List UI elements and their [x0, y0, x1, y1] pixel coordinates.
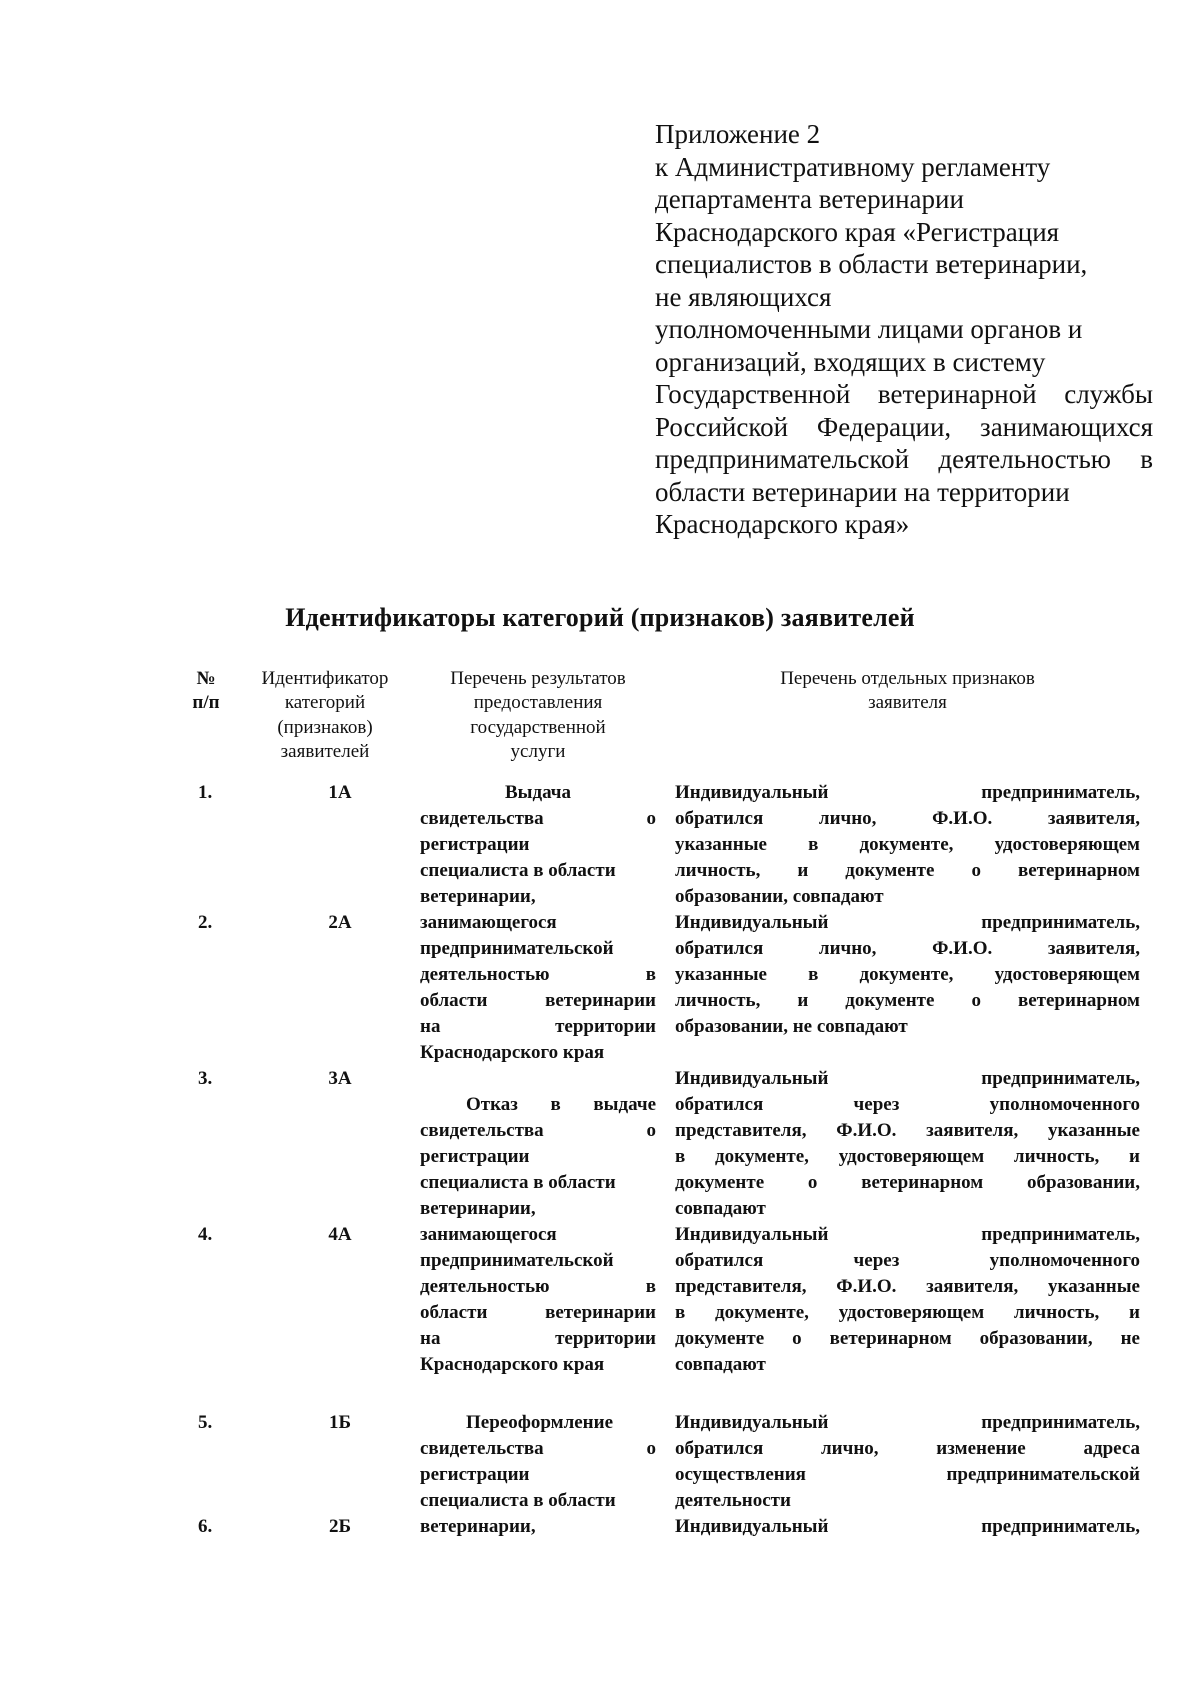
result-line: области ветеринарии [420, 990, 656, 1011]
result-line: Переоформление [466, 1412, 613, 1433]
row-number: 3. [198, 1068, 213, 1089]
features-line: личность, и документе о ветеринарном [675, 990, 1140, 1011]
row-number: 2. [198, 912, 213, 933]
annex-line: не являющихся [655, 281, 832, 312]
features-line: указанные в документе, удостоверяющем [675, 834, 1140, 855]
features-line: Индивидуальный предприниматель, [675, 782, 1140, 803]
result-line: занимающегося [420, 912, 557, 933]
result-line: ветеринарии, [420, 886, 536, 907]
applicant-features [675, 1410, 1140, 1514]
features-line: обратился лично, Ф.И.О. заявителя, [675, 938, 1140, 959]
result-line: Краснодарского края [420, 1354, 605, 1375]
annex-line: к Административному регламенту [655, 151, 1051, 182]
result-line: области ветеринарии [420, 1302, 656, 1323]
features-line: обратился лично, Ф.И.О. заявителя, [675, 808, 1140, 829]
applicant-features [675, 1222, 1140, 1378]
row-number: 5. [198, 1412, 213, 1433]
features-line: образовании, совпадают [675, 886, 884, 907]
result-line: ветеринарии, [420, 1198, 536, 1219]
result-line: регистрации [420, 1146, 530, 1167]
result-line: Выдача [504, 782, 572, 803]
result-line: свидетельства о [420, 1438, 656, 1459]
result-line: Краснодарского края [420, 1042, 605, 1063]
applicant-features [675, 780, 1140, 910]
annex-line: уполномоченными лицами органов и [655, 314, 1083, 344]
result-line: на территории [420, 1016, 656, 1037]
header-identifier-line: Идентификатор [261, 668, 389, 689]
features-line: осуществления предпринимательской [675, 1464, 1140, 1485]
header-identifier [245, 667, 405, 764]
features-line: Индивидуальный предприниматель, [675, 1224, 1140, 1245]
features-line: Индивидуальный предприниматель, [675, 912, 1140, 933]
features-line: документе о ветеринарном образовании, не [675, 1328, 1140, 1349]
category-identifier: 1Б [328, 1412, 352, 1433]
category-identifier: 2А [328, 912, 352, 933]
header-number [181, 667, 231, 716]
header-number-line: № [196, 668, 216, 689]
annex-line: Краснодарского края» [655, 509, 910, 539]
header-identifier-line: категорий [284, 692, 366, 714]
features-line: представителя, Ф.И.О. заявителя, указанные [675, 1120, 1140, 1141]
features-line: в документе, удостоверяющем личность, и [675, 1146, 1140, 1167]
result-line: занимающегося [420, 1224, 557, 1245]
row-number: 1. [198, 782, 213, 803]
features-line: представителя, Ф.И.О. заявителя, указанные [675, 1276, 1140, 1297]
result-line: свидетельства о [420, 1120, 656, 1141]
result-line: регистрации [420, 834, 530, 855]
header-result-line: предоставления [473, 692, 603, 714]
annex-line: Краснодарского края «Регистрация [655, 216, 1060, 247]
annex-line: области ветеринарии на территории [655, 476, 1070, 507]
category-identifier: 2Б [328, 1516, 352, 1537]
result-line: специалиста в области [420, 1490, 616, 1511]
annex-line: департамента ветеринарии [655, 184, 964, 214]
row-number: 4. [198, 1224, 213, 1245]
result-line: предпринимательской [420, 938, 614, 959]
features-line: личность, и документе о ветеринарном [675, 860, 1140, 881]
header-result-line: услуги [510, 740, 566, 762]
header-result-line: государственной [470, 716, 606, 738]
result-reissue [420, 1410, 656, 1540]
result-line: Отказ в выдаче [466, 1094, 656, 1115]
result-line: деятельностью в [420, 1276, 656, 1297]
features-line: совпадают [675, 1198, 766, 1219]
annex-line: Приложение 2 [655, 119, 821, 149]
applicant-features [675, 1066, 1140, 1222]
header-identifier-line: заявителей [280, 740, 370, 762]
result-line: специалиста в области [420, 860, 616, 881]
result-line: ветеринарии, [420, 1516, 536, 1537]
features-line: совпадают [675, 1354, 766, 1375]
annex-line: организаций, входящих в систему [655, 346, 1046, 377]
features-line: в документе, удостоверяющем личность, и [675, 1302, 1140, 1323]
header-features-line: заявителя [868, 692, 947, 714]
annex-line: предпринимательской деятельностью в [655, 444, 1153, 474]
features-line: деятельности [675, 1490, 791, 1511]
applicant-features [675, 1514, 1140, 1540]
document-title: Идентификаторы категорий (признаков) заявителей [285, 603, 915, 632]
header-result-line: Перечень результатов [450, 668, 626, 689]
features-line: Индивидуальный предприниматель, [675, 1412, 1140, 1433]
result-line: предпринимательской [420, 1250, 614, 1271]
features-line: документе о ветеринарном образовании, [675, 1172, 1140, 1193]
features-line: указанные в документе, удостоверяющем [675, 964, 1140, 985]
header-number-line: п/п [192, 692, 220, 714]
features-line: обратился через уполномоченного [675, 1250, 1140, 1271]
annex-line: специалистов в области ветеринарии, [655, 249, 1088, 279]
result-line: деятельностью в [420, 964, 656, 985]
features-line: Индивидуальный предприниматель, [675, 1068, 1140, 1089]
result-issue [420, 780, 656, 1066]
features-line: обратился лично, изменение адреса [675, 1438, 1140, 1459]
annex-line: Государственной ветеринарной службы [655, 379, 1153, 409]
annex-line: Российской Федерации, занимающихся [655, 411, 1153, 442]
result-line: на территории [420, 1328, 656, 1349]
category-identifier: 4А [328, 1224, 352, 1245]
header-features [675, 667, 1140, 716]
category-identifier: 3А [328, 1068, 352, 1089]
category-identifier: 1А [328, 782, 352, 803]
header-features-line: Перечень отдельных признаков [780, 668, 1035, 689]
header-identifier-line: (признаков) [277, 716, 373, 738]
result-line: регистрации [420, 1464, 530, 1485]
features-line: образовании, не совпадают [675, 1016, 908, 1037]
applicant-features [675, 910, 1140, 1040]
header-result [420, 667, 656, 764]
row-number: 6. [198, 1516, 213, 1537]
result-refusal [420, 1092, 656, 1378]
features-line: Индивидуальный предприниматель, [675, 1516, 1140, 1537]
result-line: специалиста в области [420, 1172, 616, 1193]
features-line: обратился через уполномоченного [675, 1094, 1140, 1115]
result-line: свидетельства о [420, 808, 656, 829]
